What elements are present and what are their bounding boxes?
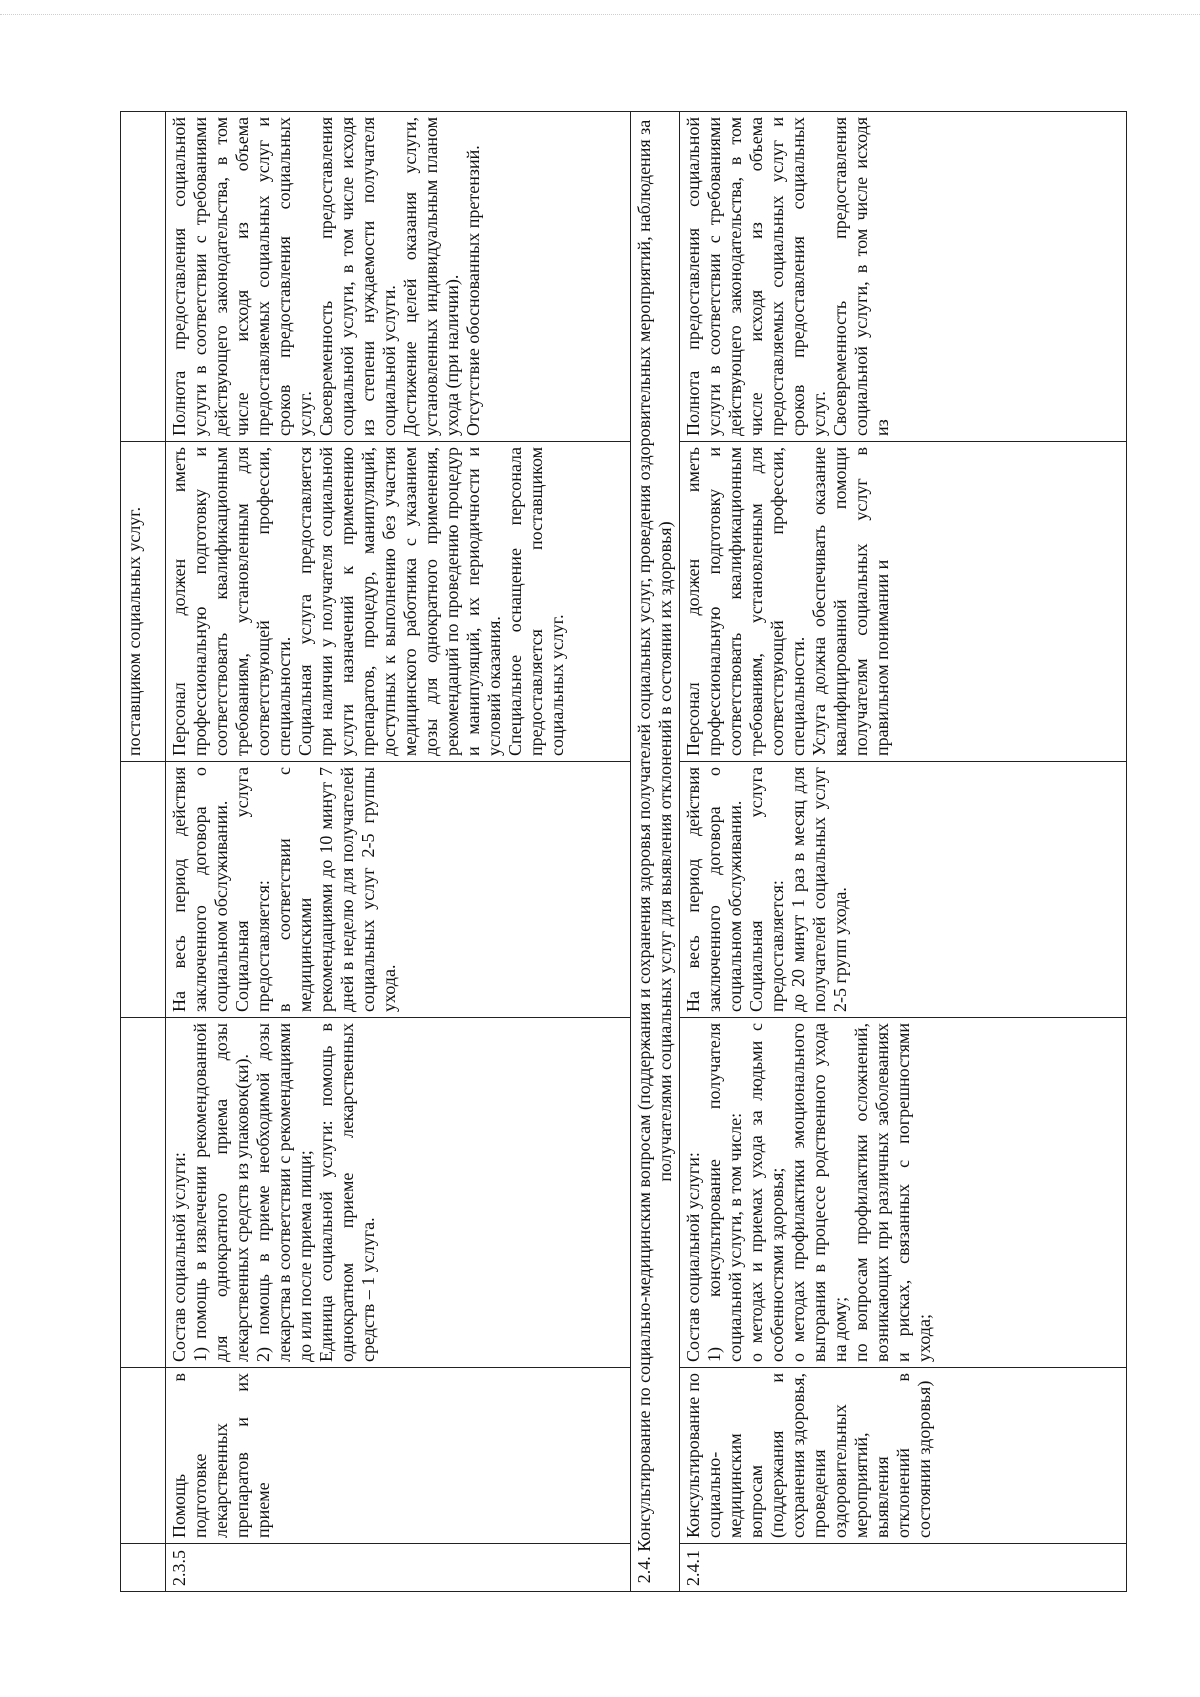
conditions-line: Специальное оснащение персонала предоставляется поставщиком социальных услуг. xyxy=(505,447,567,756)
service-composition xyxy=(680,1018,1127,1368)
terms-line: На весь период действия заключенного договора о социальном обслуживании. xyxy=(169,767,231,1012)
cell-empty xyxy=(121,1018,166,1368)
composition-line: 1) помощь в извлечении рекомендованной для однократного приема дозы лекарственных средств из упаковок(ки). xyxy=(190,1023,252,1362)
composition-line: 2) помощь в приеме необходимой дозы лекарства в соответствии с рекомендациями до или после приема пищи; xyxy=(253,1023,315,1362)
terms-line: Социальная услуга предоставляется: xyxy=(232,767,273,1012)
table-row-continuation xyxy=(121,112,166,1592)
conditions-line: Персонал должен иметь профессиональную подготовку и соответствовать квалификационным требованиям, установленным для соответствующей профессии, специальности. xyxy=(169,447,294,756)
indicators-line: Своевременность предоставления социальной услуги, в том числе исходя из xyxy=(830,117,892,436)
terms-line: Социальная услуга предоставляется: xyxy=(746,767,787,1012)
cell-empty xyxy=(121,1368,166,1544)
row-number: 2.4.1 xyxy=(680,1544,1127,1592)
service-terms xyxy=(166,762,631,1018)
conditions-line: Персонал должен иметь профессиональную подготовку и соответствовать квалификационным требованиям, установленным для соответствующей профессии, специальности. xyxy=(683,447,808,756)
indicators-line: Полнота предоставления социальной услуги в соответствии с требованиями действующего законодательства, в том числе исходя из объема предоставляемых социальных услуг и сроков предоставления социальных услуг. xyxy=(683,117,829,436)
service-indicators xyxy=(680,112,1127,442)
terms-line: На весь период действия заключенного договора о социальном обслуживании. xyxy=(683,767,745,1012)
terms-line: в соответствии с медицинскими рекомендациями до 10 минут 7 дней в неделю для получателей социальных услуг 2-5 группы ухода. xyxy=(274,767,399,1012)
indicators-line: Полнота предоставления социальной услуги в соответствии с требованиями действующего законодательства, в том числе исходя из объема предоставляемых социальных услуг и сроков предоставления социальных услуг. xyxy=(169,117,315,436)
service-conditions xyxy=(680,442,1127,762)
rotated-document xyxy=(120,112,1120,1592)
cell-continuation-text: поставщиком социальных услуг. xyxy=(121,442,166,762)
service-name: Помощь в подготовке лекарственных препаратов и их приеме xyxy=(166,1368,631,1544)
section-title: 2.4. Консультирование по социально-медицинским вопросам (поддержания и сохранения здоровья получателей социальных услуг, проведения оздоровительных мероприятий, наблюдения за получателями социальных услуг для выявления отклонений в состоянии их здоровья) xyxy=(631,112,680,1592)
composition-line: о методах профилактики эмоционального выгорания в процессе родственного ухода на дому; xyxy=(788,1023,850,1362)
composition-line: Состав социальной услуги: xyxy=(683,1152,703,1362)
terms-line: до 20 минут 1 раз в месяц для получателей социальных услуг 2-5 групп ухода. xyxy=(788,767,850,1012)
table-row-2-3-5 xyxy=(166,112,631,1592)
indicators-line: Отсутствие обоснованных претензий. xyxy=(463,145,483,436)
row-number: 2.3.5 xyxy=(166,1544,631,1592)
cell-empty xyxy=(121,1544,166,1592)
service-composition xyxy=(166,1018,631,1368)
composition-line: Состав социальной услуги: xyxy=(169,1152,189,1362)
page-edge xyxy=(0,14,1200,15)
indicators-line: Своевременность предоставления социальной услуги, в том числе исходя из степени нуждаемости получателя социальной услуги. xyxy=(316,117,399,436)
composition-line: Единица социальной услуги: помощь в однократном приеме лекарственных средств – 1 услуга. xyxy=(316,1023,378,1362)
table-row-2-4-1 xyxy=(680,112,1127,1592)
composition-line: 1) консультирование получателя социальной услуги, в том числе: xyxy=(704,1023,745,1362)
services-table xyxy=(120,111,1127,1592)
indicators-line: Достижение целей оказания услуги, установленных индивидуальным планом ухода (при наличии). xyxy=(400,117,462,436)
service-terms xyxy=(680,762,1127,1018)
composition-line: о методах и приемах ухода за людьми с особенностями здоровья; xyxy=(746,1023,787,1362)
conditions-line: Социальная услуга предоставляется при наличии у получателя социальной услуги назначений к применению препаратов, процедур, манипуляций, доступных к выполнению без участия медицинского работника с указанием дозы для однократного применения, рекомендаций по проведению процедур и манипуляций, их периодичности и условий оказания. xyxy=(295,447,504,756)
composition-line: по вопросам профилактики осложнений, возникающих при различных заболеваниях и рисках, связанных с погрешностями ухода; xyxy=(851,1023,934,1362)
service-conditions xyxy=(166,442,631,762)
service-indicators xyxy=(166,112,631,442)
section-heading-row xyxy=(631,112,680,1592)
conditions-line: Услуга должна обеспечивать оказание квалифицированной помощи получателям социальных услуг в правильном понимании и xyxy=(809,447,892,756)
cell-empty xyxy=(121,762,166,1018)
service-name: Консультирование по социально-медицинским вопросам (поддержания и сохранения здоровья, проведения оздоровительных мероприятий, выявления отклонений в состоянии здоровья) xyxy=(680,1368,1127,1544)
cell-empty xyxy=(121,112,166,442)
